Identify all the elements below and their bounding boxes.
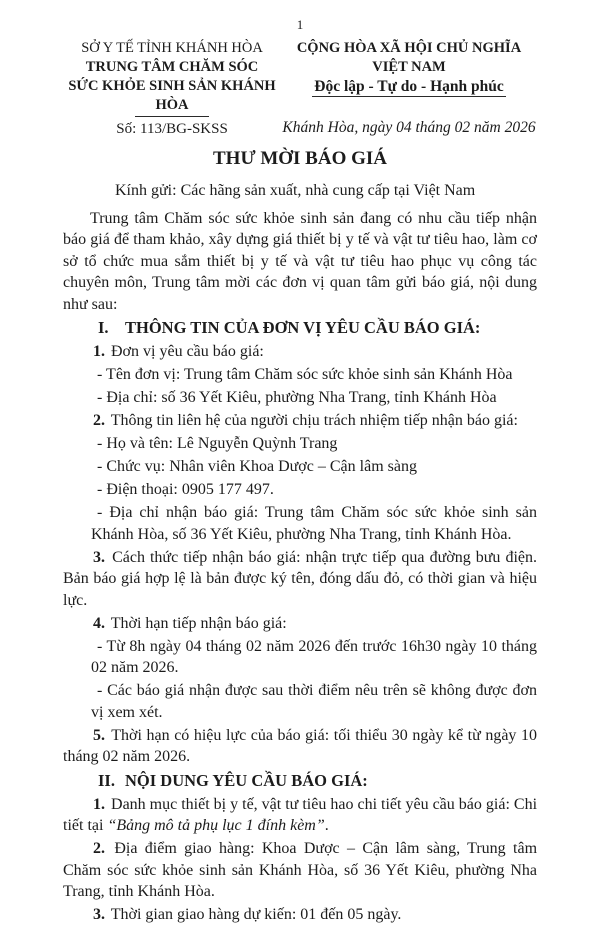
place-date-line: Khánh Hòa, ngày 04 tháng 02 năm 2026 — [282, 119, 536, 136]
org-name-line2: SỨC KHỎE SINH SẢN KHÁNH HÒA — [68, 78, 276, 113]
item-text: Thời hạn tiếp nhận báo giá: — [110, 614, 287, 632]
national-motto: Độc lập - Tự do - Hạnh phúc — [314, 78, 504, 95]
sub-item-contact-phone: - Điện thoại: 0905 177 497. — [97, 481, 274, 498]
greeting-line: Kính gửi: Các hãng sản xuất, nhà cung cấp tại Việt Nam — [115, 182, 476, 199]
item-text: Thông tin liên hệ của người chịu trách nhiệm tiếp nhận báo giá: — [110, 412, 518, 429]
section-2-heading-text: NỘI DUNG YÊU CẦU BÁO GIÁ: — [125, 770, 368, 790]
document-header — [63, 39, 537, 139]
item-number: 3. — [93, 548, 105, 566]
issuing-org-block — [63, 39, 281, 139]
national-motto-wrap — [281, 77, 537, 97]
org-name-line1: TRUNG TÂM CHĂM SÓC — [85, 59, 259, 75]
numbered-item-1-2 — [63, 410, 537, 432]
intro-paragraph: Trung tâm Chăm sóc sức khỏe sinh sản đang có nhu cầu tiếp nhận báo giá để tham khảo, xây dựng giá thiết bị y tế và vật tư tiêu hao, làm cơ sở tổ chức mua sắm thiết bị y tế và vật tư tiêu hao phục vụ công tác chuyên môn, Trung tâm mời các đơn vị quan tâm gửi báo giá, nội dung như sau: — [63, 209, 537, 313]
item-text: Thời gian giao hàng dự kiến: 01 đến 05 ngày. — [110, 906, 402, 923]
numbered-item-1-4 — [63, 613, 537, 635]
sub-item-contact-position: - Chức vụ: Nhân viên Khoa Dược – Cận lâm sàng — [97, 458, 417, 475]
sub-item-unit-name: - Tên đơn vị: Trung tâm Chăm sóc sức khỏe sinh sản Khánh Hòa — [97, 366, 513, 383]
item-number: 2. — [93, 840, 105, 857]
item-number: 5. — [93, 726, 105, 744]
numbered-item-1-3 — [63, 547, 537, 612]
sub-item-unit-address: - Địa chỉ: số 36 Yết Kiêu, phường Nha Trang, tỉnh Khánh Hòa — [97, 389, 497, 406]
page-number: 1 — [296, 17, 304, 32]
document-number: Số: 113/BG-SKSS — [116, 121, 228, 137]
item-text: Thời hạn có hiệu lực của báo giá: tối thiểu 30 ngày kể từ ngày 10 tháng 02 năm 2026. — [63, 726, 537, 765]
numbered-item-2-3 — [63, 904, 537, 926]
item-number: 3. — [93, 906, 105, 923]
sub-item-deadline-window: - Từ 8h ngày 04 tháng 02 năm 2026 đến trước 16h30 ngày 10 tháng 02 năm 2026. — [91, 637, 537, 676]
document-title: THƯ MỜI BÁO GIÁ — [213, 148, 387, 169]
national-header-block — [281, 39, 537, 139]
item-text: Cách thức tiếp nhận báo giá: nhận trực tiếp qua đường bưu điện. Bản báo giá hợp lệ là bản được ký tên, đóng dấu đỏ, có thời gian và hiệu lực. — [63, 548, 538, 609]
item-text: Đơn vị yêu cầu báo giá: — [111, 343, 264, 360]
section-2-number: II. — [98, 770, 115, 790]
numbered-item-2-1 — [63, 794, 537, 837]
section-1-number: I. — [98, 318, 109, 337]
attachment-reference: “Bảng mô tả phụ lục 1 đính kèm” — [107, 817, 325, 834]
section-1-heading-text: THÔNG TIN CỦA ĐƠN VỊ YÊU CẦU BÁO GIÁ: — [125, 318, 481, 337]
sub-item-quote-address: - Địa chỉ nhận báo giá: Trung tâm Chăm sóc sức khỏe sinh sản Khánh Hòa, số 36 Yết Kiêu, phường Nha Trang, tỉnh Khánh Hòa. — [91, 504, 537, 543]
item-number: 1. — [93, 795, 105, 813]
item-text-suffix: . — [324, 817, 329, 834]
item-text: Danh mục thiết bị y tế, vật tư tiêu hao chi tiết yêu cầu báo giá: Chi tiết tại — [63, 795, 538, 834]
sub-item-late-quotes: - Các báo giá nhận được sau thời điểm nêu trên sẽ không được đơn vị xem xét. — [91, 682, 537, 721]
section-2-heading — [63, 770, 537, 792]
section-1-heading — [63, 317, 537, 339]
numbered-item-1-5 — [63, 725, 537, 768]
national-title: CỘNG HÒA XÃ HỘI CHỦ NGHĨA VIỆT NAM — [296, 40, 522, 75]
item-number: 4. — [93, 614, 105, 632]
item-number: 2. — [93, 412, 105, 429]
parent-org-name: SỞ Y TẾ TỈNH KHÁNH HÒA — [81, 40, 263, 56]
item-text: Địa điểm giao hàng: Khoa Dược – Cận lâm sàng, Trung tâm Chăm sóc sức khỏe sinh sản Khánh Hòa, số 36 Yết Kiêu, phường Nha Trang, tỉnh Khánh Hòa. — [63, 840, 538, 900]
numbered-item-1-1 — [63, 341, 537, 363]
item-number: 1. — [93, 343, 105, 360]
sub-item-contact-name: - Họ và tên: Lê Nguyễn Quỳnh Trang — [97, 435, 338, 452]
org-divider-line — [135, 116, 209, 117]
